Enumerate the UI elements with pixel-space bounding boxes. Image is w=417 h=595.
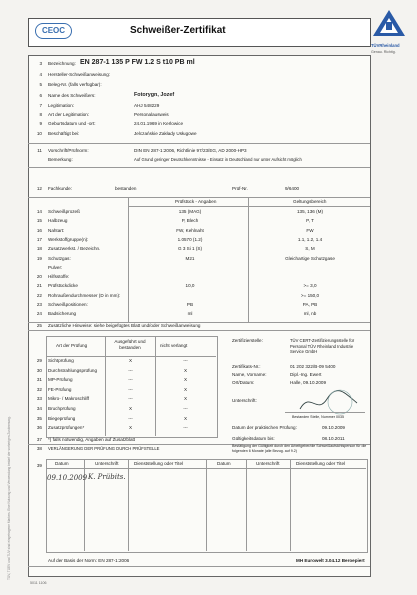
range-value: 1.1, 1.2, 1.4 xyxy=(297,236,323,242)
row-number: 5 xyxy=(39,82,42,87)
birth-value: 24.01.1969 in Kerlowice xyxy=(134,121,184,126)
passed-mark: X xyxy=(128,358,133,363)
row-number: 18 xyxy=(36,246,42,252)
row-number: 7 xyxy=(39,103,42,108)
form-code: 5011 1106 xyxy=(30,581,47,585)
employer-value: Jelczańskie Zakłady Usługowe xyxy=(134,131,197,136)
row-number: 34 xyxy=(36,406,42,411)
parameter-label: Schweißpositionen: xyxy=(48,302,88,307)
specimen-value: PB xyxy=(186,302,194,307)
practical-date-label: Datum der praktischen Prüfung: xyxy=(232,425,297,430)
cert-body-value: TÜV CERT-Zertifizierungsstelle für Personal TÜV Rheinland Industrie Service GmbH xyxy=(290,338,355,354)
parameter-label: Werkstoffgruppe(n): xyxy=(48,236,89,242)
range-value: >= 3,0 xyxy=(303,283,317,289)
range-value: PA, PB xyxy=(302,302,318,307)
specimen-value: P, Blech xyxy=(181,218,199,224)
test-label: Durchstrahlungsprüfung xyxy=(48,367,98,373)
cert-body-label: Zertifizierstelle: xyxy=(232,338,263,343)
passed-mark: --- xyxy=(128,415,133,421)
range-value: Gleichartige Schutzgase xyxy=(285,255,335,261)
tuv-triangle-icon xyxy=(371,8,407,38)
test-label: Bruchprüfung xyxy=(48,406,76,411)
row-number: 38 xyxy=(36,446,42,451)
divider xyxy=(246,459,247,551)
row-number: 23 xyxy=(36,302,42,307)
wps-label: Hersteller-Schweißanweisung: xyxy=(48,72,111,77)
row-number: 8 xyxy=(39,112,42,117)
tests-footnote: *) falls notwendig, Angaben auf Zusatzblatt xyxy=(48,437,136,442)
divider xyxy=(28,167,370,168)
not-required-mark: --- xyxy=(183,406,188,411)
examiner-name-label: Name, Vorname: xyxy=(232,372,267,377)
row-number: 31 xyxy=(36,377,42,383)
record-number-label: Beleg-Nr. (falls verfügbar): xyxy=(48,82,102,87)
row-number: 6 xyxy=(39,93,42,98)
certificate-title: Schweißer-Zertifikat xyxy=(130,25,226,36)
side-legal-note: TÜV, TÜEV und TUV sind eingetragene Marken. Eine Nutzung und Verwendung bedarf der vorherigen Zustimmung. xyxy=(7,416,11,580)
test-number-value: 9/6400 xyxy=(285,186,300,191)
test-label: Biegeprüfung xyxy=(48,415,76,421)
remark-label: Bemerkung: xyxy=(48,157,73,162)
legitimation-label: Legitimation: xyxy=(48,103,75,108)
knowledge-value: bestanden xyxy=(115,186,137,191)
stamp-caption: Bestanden Stelle, Nummer 0035 xyxy=(292,415,344,419)
row-number: 16 xyxy=(36,227,42,233)
divider xyxy=(128,197,129,322)
row-number: 11 xyxy=(37,148,42,153)
tuv-logo xyxy=(371,8,407,52)
specimen-value: FW, Kehlnaht xyxy=(176,227,204,233)
divider xyxy=(290,459,291,551)
range-value: S, M xyxy=(305,246,315,252)
row-number: 35 xyxy=(36,415,42,421)
designation-label: Bezeichnung: xyxy=(48,61,76,66)
cert-number-value: 01 202 322/B-09 5400 xyxy=(290,364,336,369)
range-value: >= 150,0 xyxy=(300,292,320,298)
legitimation-value: AHJ 548229 xyxy=(134,103,160,108)
passed-mark: X xyxy=(128,425,133,431)
row-number: 14 xyxy=(36,209,42,214)
designation-value: EN 287-1 135 P FW 1.2 S t10 PB ml xyxy=(80,59,195,66)
not-required-mark: X xyxy=(183,396,188,402)
test-label: Zusatzprüfungen* xyxy=(48,425,85,431)
cert-number-label: Zertifikats-Nr.: xyxy=(232,364,261,369)
parameter-label: Nahtart: xyxy=(48,227,65,233)
parameter-label: Pulver: xyxy=(48,264,63,270)
range-value: 135, 136 (M) xyxy=(296,209,324,214)
test-label: FE-Prüfung xyxy=(48,386,72,392)
employer-label: Beschäftigt bei: xyxy=(48,131,80,136)
not-required-mark: --- xyxy=(183,425,188,431)
additional-notes: Zusätzliche Hinweise: siehe beigefügtes Blatt und/oder Schweißanweisung xyxy=(48,323,201,328)
id-type-label: Art der Legitimation: xyxy=(48,112,90,117)
specimen-value: G 3 Si 1 (S) xyxy=(178,246,202,252)
col-position: Dienststellung oder Titel xyxy=(134,461,184,466)
row-number: 4 xyxy=(39,72,42,77)
signature-line xyxy=(285,412,365,413)
row-number: 36 xyxy=(36,425,42,431)
specimen-value: 10,0 xyxy=(185,283,195,289)
not-required-mark: X xyxy=(183,377,188,383)
col-date: Datum xyxy=(217,461,231,466)
not-required-header: nicht verlangt xyxy=(160,343,188,348)
parameter-label: Schweißprozeß xyxy=(48,209,80,214)
not-required-mark: X xyxy=(183,367,188,373)
parameter-label: Zusatzwerkst. / Bezeichn. xyxy=(48,246,101,252)
range-value: FW xyxy=(306,227,314,233)
not-required-mark: X xyxy=(183,386,188,392)
handwritten-date: 09.10.2009 xyxy=(47,474,88,482)
test-type-header: Art der Prüfung xyxy=(56,343,88,348)
footer-norm: Auf der Basis der Norm: EN 287-1:2006 xyxy=(48,558,130,563)
specimen-header: Prüfstück - Angaben xyxy=(175,199,217,204)
row-number: 3 xyxy=(39,61,42,66)
col-signature: Unterschrift xyxy=(95,461,119,466)
row-number: 30 xyxy=(36,367,42,373)
divider xyxy=(248,197,249,322)
row-number: 32 xyxy=(36,386,42,392)
welder-name-label: Name des Schweißers: xyxy=(48,93,96,98)
range-value: ml, nb xyxy=(303,311,317,317)
not-required-mark: X xyxy=(183,415,188,421)
passed-mark: --- xyxy=(128,367,133,373)
welder-name-value: Fotorygn, Jozef xyxy=(134,92,175,98)
footer-reference: MH Eurowelt 3.04.12 Beroepiert xyxy=(296,558,365,563)
parameter-label: Rohraußendurchmesser (D in mm): xyxy=(48,292,121,298)
parameter-label: Schutzgas: xyxy=(48,255,71,261)
place-date-value: Halle, 09.10.2009 xyxy=(290,380,327,385)
specimen-value: 1.0570 (1.2) xyxy=(177,236,203,242)
row-number: 20 xyxy=(36,274,42,280)
test-label: MP-Prüfung xyxy=(48,377,73,383)
birth-label: Geburtsdatum und -ort: xyxy=(48,121,96,126)
col-date: Datum xyxy=(55,461,69,466)
knowledge-label: Fachkunde: xyxy=(48,186,73,191)
row-number: 37 xyxy=(36,437,42,442)
prolongation-title: VERLÄNGERUNG DER PRÜFUNG DURCH PRÜFSTELLE xyxy=(48,446,160,451)
test-number-label: Prüf-Nr. xyxy=(232,186,248,191)
row-number: 10 xyxy=(36,131,42,136)
col-position: Dienststellung oder Titel xyxy=(296,461,346,466)
specimen-value: M21 xyxy=(185,255,195,261)
specimen-value: 135 (MAG) xyxy=(178,209,202,214)
row-number: 15 xyxy=(36,218,42,224)
practical-date-value: 09.10.2009 xyxy=(322,425,345,430)
passed-mark: X xyxy=(128,406,133,411)
passed-mark: --- xyxy=(128,377,133,383)
valid-until-value: 08.10.2011 xyxy=(322,436,345,441)
row-number: 24 xyxy=(36,311,42,317)
row-number: 22 xyxy=(36,292,42,298)
passed-mark: --- xyxy=(128,396,133,402)
row-number: 9 xyxy=(39,121,42,126)
col-signature: Unterschrift xyxy=(256,461,280,466)
examiner-name-value: Dipl.-Ing. Ewert xyxy=(290,372,322,377)
range-header: Geltungsbereich xyxy=(293,199,327,204)
parameter-label: Badsicherung xyxy=(48,311,77,317)
divider xyxy=(28,330,370,331)
signature-label: Unterschrift: xyxy=(232,398,257,403)
range-value: P, T xyxy=(306,218,314,224)
test-label: Mikro- / Makroschliff xyxy=(48,396,90,402)
test-label: Sichtprüfung xyxy=(48,358,74,363)
passed-mark: --- xyxy=(128,386,133,392)
row-number: 21 xyxy=(36,283,42,289)
divider xyxy=(28,566,370,567)
standard-value: DIN EN 287-1:2006, Richtlinie 97/23/EG, AD 2000-HP3 xyxy=(134,148,247,153)
row-number: 29 xyxy=(36,358,42,363)
parameter-label: Hilfsstoffe: xyxy=(48,274,70,280)
tuv-logo-text: TÜVRheinland xyxy=(371,43,400,48)
row-number: 25 xyxy=(36,323,42,328)
row-number: 19 xyxy=(36,255,42,261)
not-required-mark: --- xyxy=(183,358,188,363)
place-date-label: Ort/Datum: xyxy=(232,380,255,385)
specimen-value: ml xyxy=(187,311,193,317)
divider xyxy=(84,459,85,551)
row-number: 17 xyxy=(36,236,42,242)
passed-header: Ausgeführt und bestanden xyxy=(114,339,146,350)
divider xyxy=(128,459,129,551)
parameter-label: Halbzeug xyxy=(48,218,68,224)
divider xyxy=(128,206,370,207)
parameter-label: Prüfstückdicke xyxy=(48,283,78,289)
remark-value: Auf Grund geringer Deutschkenntnisse - Einsatz in Deutschland nur unter Aufsicht möglich xyxy=(134,157,302,162)
employer-confirmation-title: Bestätigung der Gültigkeit durch den Arbeitgeber/die Schweißaufsichtsperson für die folgenden 6 Monate (alle Bezug. auf 9.2) xyxy=(232,444,367,453)
row-number: 39 xyxy=(36,463,42,468)
ceoc-logo: CEOC xyxy=(35,23,72,39)
divider xyxy=(206,459,207,551)
standard-label: Vorschrift/Prüfnorm: xyxy=(48,148,89,153)
tuv-logo-claim: Genau. Richtig. xyxy=(371,50,396,54)
valid-until-label: Gültigkeitsdatum bis: xyxy=(232,436,275,441)
row-number: 12 xyxy=(36,186,42,191)
divider xyxy=(28,197,370,198)
id-type-value: Personalausweis xyxy=(134,112,169,117)
divider xyxy=(28,143,370,144)
row-number: 33 xyxy=(36,396,42,402)
divider xyxy=(46,356,216,357)
handwritten-signature: K. Prübits. xyxy=(88,473,126,481)
